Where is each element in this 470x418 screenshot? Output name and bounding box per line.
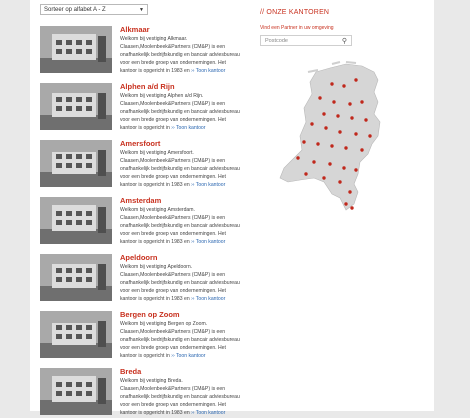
- office-text-line: Welkom bij vestiging Alkmaar.: [120, 36, 188, 42]
- office-title[interactable]: Breda: [120, 367, 142, 376]
- office-map-marker[interactable]: [350, 116, 353, 119]
- office-text-line: Claasen,Moolenbeek&Partners (CM&P) is een: [120, 101, 226, 107]
- office-map-marker[interactable]: [360, 100, 363, 103]
- office-text-line: onafhankelijk bedrijfskundig en bancair adviesbureau: [120, 52, 240, 58]
- office-map-marker[interactable]: [324, 126, 327, 129]
- office-photo[interactable]: [40, 83, 112, 130]
- office-map-marker[interactable]: [322, 176, 325, 179]
- office-text-line: voor een brede groep van ondernemingen. Het: [120, 174, 226, 180]
- show-office-link[interactable]: ›› Toon kantoor: [191, 68, 226, 74]
- office-description: [120, 320, 265, 360]
- office-text-line: kantoor is opgericht in 1983 en: [120, 239, 190, 245]
- office-map-marker[interactable]: [338, 130, 341, 133]
- office-text-line: voor een brede groep van ondernemingen. Het: [120, 231, 226, 237]
- netherlands-map[interactable]: [274, 58, 394, 218]
- office-text-line: Welkom bij vestiging Alphen a/d Rijn.: [120, 93, 204, 99]
- office-map-marker[interactable]: [354, 168, 357, 171]
- office-map-marker[interactable]: [364, 118, 367, 121]
- office-map-marker[interactable]: [328, 162, 331, 165]
- office-text-line: voor een brede groep van ondernemingen. Het: [120, 117, 226, 123]
- office-map-marker[interactable]: [318, 96, 321, 99]
- office-map-marker[interactable]: [344, 146, 347, 149]
- office-text-line: kantoor is opgericht in: [120, 353, 170, 359]
- office-map-marker[interactable]: [342, 84, 345, 87]
- office-text-line: Claasen,Moolenbeek&Partners (CM&P) is een: [120, 272, 226, 278]
- office-text-line: Claasen,Moolenbeek&Partners (CM&P) is een: [120, 329, 226, 335]
- office-map-marker[interactable]: [342, 166, 345, 169]
- office-map-marker[interactable]: [360, 148, 363, 151]
- office-text-line: onafhankelijk bedrijfskundig en bancair adviesbureau: [120, 394, 240, 400]
- office-text-line: onafhankelijk bedrijfskundig en bancair adviesbureau: [120, 109, 240, 115]
- office-text-line: voor een brede groep van ondernemingen. Het: [120, 60, 226, 66]
- office-map-marker[interactable]: [344, 202, 347, 205]
- office-title[interactable]: Bergen op Zoom: [120, 310, 180, 319]
- office-map-marker[interactable]: [322, 112, 325, 115]
- office-map-marker[interactable]: [348, 190, 351, 193]
- page-content: [30, 0, 434, 416]
- office-photo[interactable]: [40, 254, 112, 301]
- office-text-line: kantoor is opgericht in: [120, 125, 170, 131]
- office-photo[interactable]: [40, 368, 112, 415]
- office-map-marker[interactable]: [310, 122, 313, 125]
- office-map-marker[interactable]: [336, 114, 339, 117]
- office-text-line: onafhankelijk bedrijfskundig en bancair adviesbureau: [120, 166, 240, 172]
- sidebar-subtitle[interactable]: Vind een Partner in uw omgeving: [260, 25, 334, 31]
- office-text-line: voor een brede groep van ondernemingen. Het: [120, 345, 226, 351]
- office-map-marker[interactable]: [354, 132, 357, 135]
- office-map-marker[interactable]: [296, 156, 299, 159]
- office-item: [40, 254, 240, 304]
- postcode-placeholder: Postcode: [265, 38, 288, 44]
- office-item: [40, 26, 240, 76]
- office-text-line: voor een brede groep van ondernemingen. Het: [120, 288, 226, 294]
- office-title[interactable]: Amersfoort: [120, 139, 161, 148]
- office-item: [40, 140, 240, 190]
- office-text-line: Welkom bij vestiging Bergen op Zoom.: [120, 321, 208, 327]
- office-map-marker[interactable]: [330, 82, 333, 85]
- office-photo[interactable]: [40, 311, 112, 358]
- office-map-marker[interactable]: [338, 180, 341, 183]
- show-office-link[interactable]: ›› Toon kantoor: [191, 182, 226, 188]
- show-office-link[interactable]: ›› Toon kantoor: [191, 239, 226, 245]
- office-item: [40, 83, 240, 133]
- office-text-line: Claasen,Moolenbeek&Partners (CM&P) is een: [120, 44, 226, 50]
- office-map-marker[interactable]: [350, 206, 353, 209]
- office-title[interactable]: Alkmaar: [120, 25, 150, 34]
- office-description: [120, 377, 265, 417]
- office-photo[interactable]: [40, 140, 112, 187]
- office-description: [120, 206, 265, 246]
- office-map-marker[interactable]: [302, 140, 305, 143]
- office-item: [40, 311, 240, 361]
- office-item: [40, 197, 240, 247]
- office-text-line: Claasen,Moolenbeek&Partners (CM&P) is een: [120, 215, 226, 221]
- office-title[interactable]: Alphen a/d Rijn: [120, 82, 175, 91]
- office-text-line: kantoor is opgericht in 1983 en: [120, 410, 190, 416]
- sort-select[interactable]: [40, 4, 148, 15]
- office-text-line: Welkom bij vestiging Amsterdam.: [120, 207, 195, 213]
- office-text-line: Claasen,Moolenbeek&Partners (CM&P) is een: [120, 158, 226, 164]
- search-icon[interactable]: ⚲: [341, 38, 347, 45]
- office-description: [120, 92, 265, 132]
- office-description: [120, 149, 265, 189]
- office-map-marker[interactable]: [354, 78, 357, 81]
- office-text-line: kantoor is opgericht in 1983 en: [120, 68, 190, 74]
- show-office-link[interactable]: ›› Toon kantoor: [191, 410, 226, 416]
- show-office-link[interactable]: ›› Toon kantoor: [171, 125, 206, 131]
- office-text-line: kantoor is opgericht in 1983 en: [120, 296, 190, 302]
- office-description: [120, 35, 265, 75]
- office-text-line: Claasen,Moolenbeek&Partners (CM&P) is een: [120, 386, 226, 392]
- office-text-line: onafhankelijk bedrijfskundig en bancair adviesbureau: [120, 280, 240, 286]
- office-map-marker[interactable]: [348, 102, 351, 105]
- office-text-line: Welkom bij vestiging Amersfoort.: [120, 150, 194, 156]
- office-title[interactable]: Apeldoorn: [120, 253, 158, 262]
- show-office-link[interactable]: ›› Toon kantoor: [171, 353, 206, 359]
- office-map-marker[interactable]: [368, 134, 371, 137]
- office-text-line: onafhankelijk bedrijfskundig en bancair adviesbureau: [120, 337, 240, 343]
- office-text-line: onafhankelijk bedrijfskundig en bancair adviesbureau: [120, 223, 240, 229]
- chevron-down-icon: ▼: [139, 7, 144, 13]
- office-text-line: voor een brede groep van ondernemingen. Het: [120, 402, 226, 408]
- office-text-line: Welkom bij vestiging Breda.: [120, 378, 183, 384]
- office-photo[interactable]: [40, 26, 112, 73]
- office-map-marker[interactable]: [304, 172, 307, 175]
- sort-select-label: Sorteer op alfabet A - Z: [44, 7, 106, 13]
- office-text-line: Welkom bij vestiging Apeldoorn.: [120, 264, 193, 270]
- office-title[interactable]: Amsterdam: [120, 196, 162, 205]
- office-description: [120, 263, 265, 303]
- office-text-line: kantoor is opgericht in 1983 en: [120, 182, 190, 188]
- office-map-marker[interactable]: [330, 144, 333, 147]
- office-map-marker[interactable]: [316, 142, 319, 145]
- office-photo[interactable]: [40, 197, 112, 244]
- show-office-link[interactable]: ›› Toon kantoor: [191, 296, 226, 302]
- sidebar-title: // ONZE KANTOREN: [260, 9, 330, 16]
- postcode-input[interactable]: [260, 35, 352, 46]
- office-map-marker[interactable]: [332, 100, 335, 103]
- office-map-marker[interactable]: [312, 160, 315, 163]
